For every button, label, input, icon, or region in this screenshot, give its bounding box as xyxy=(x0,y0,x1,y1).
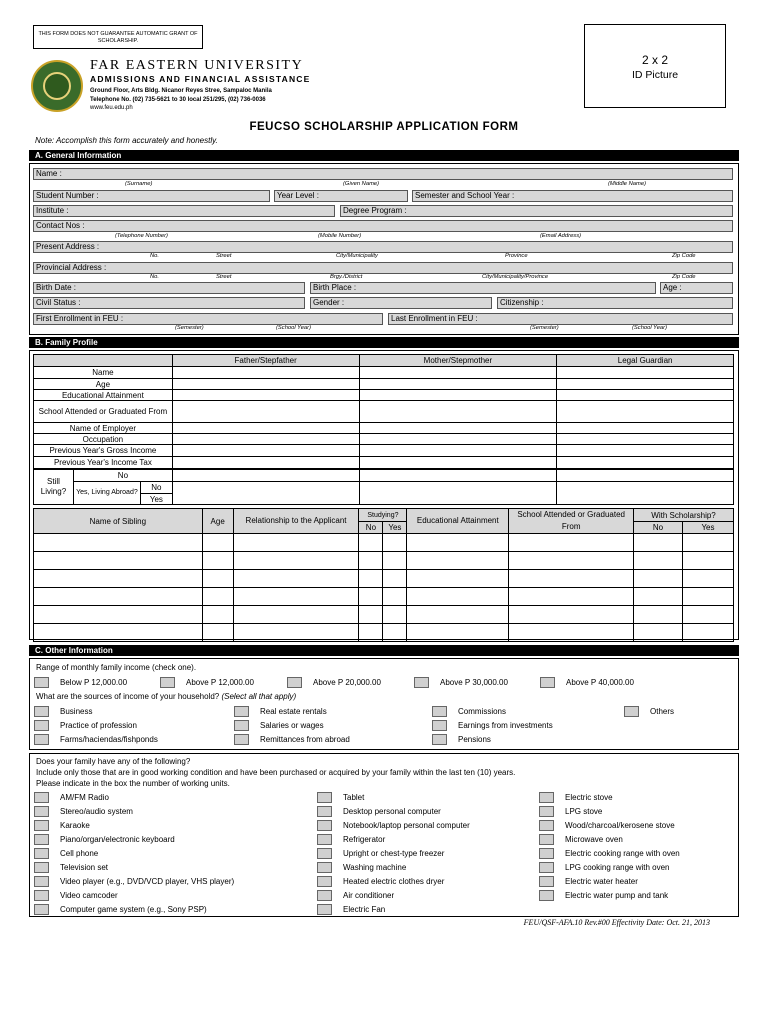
source-option: Others xyxy=(650,707,675,716)
table-cell[interactable] xyxy=(557,423,734,434)
table-cell[interactable] xyxy=(407,534,509,552)
table-cell[interactable] xyxy=(407,570,509,588)
table-cell[interactable] xyxy=(383,534,407,552)
table-cell[interactable] xyxy=(634,606,683,624)
table-cell[interactable] xyxy=(172,401,359,423)
item-label: Electric water pump and tank xyxy=(565,891,669,900)
student-number-field[interactable]: Student Number : xyxy=(33,190,270,202)
table-cell[interactable] xyxy=(359,534,383,552)
relationship-header: Relationship to the Applicant xyxy=(233,509,359,534)
department-name: ADMISSIONS AND FINANCIAL ASSISTANCE xyxy=(90,74,311,84)
item-label: Piano/organ/electronic keyboard xyxy=(60,835,175,844)
source-option: Farms/haciendas/fishponds xyxy=(60,735,158,744)
table-cell[interactable] xyxy=(34,624,203,642)
mobile-caption: (Mobile Number) xyxy=(318,233,362,239)
item-count-box[interactable] xyxy=(34,890,49,901)
id-picture-box xyxy=(584,24,726,108)
yes-option: Yes xyxy=(140,494,172,505)
item-count-box[interactable] xyxy=(317,820,332,831)
income-option: Below P 12,000.00 xyxy=(60,678,128,687)
item-label: LPG cooking range with oven xyxy=(565,863,670,872)
item-count-box[interactable] xyxy=(317,890,332,901)
sibling-row xyxy=(34,588,734,606)
income-option: Above P 12,000.00 xyxy=(186,678,254,687)
table-cell[interactable] xyxy=(509,570,634,588)
sibling-row xyxy=(34,552,734,570)
item-label: Upright or chest-type freezer xyxy=(343,849,445,858)
degree-program-field[interactable]: Degree Program : xyxy=(340,205,733,217)
table-cell[interactable] xyxy=(557,445,734,457)
item-count-box[interactable] xyxy=(34,848,49,859)
given-caption: (Given Name) xyxy=(343,181,380,187)
source-checkbox[interactable] xyxy=(432,720,447,731)
school-year-caption: (School Year) xyxy=(632,325,668,331)
contact-field[interactable]: Contact Nos : xyxy=(33,220,733,232)
table-cell[interactable] xyxy=(359,552,383,570)
table-cell[interactable] xyxy=(383,552,407,570)
source-option: Salaries or wages xyxy=(260,721,324,730)
email-caption: (Email Address) xyxy=(540,233,582,239)
item-count-box[interactable] xyxy=(317,876,332,887)
name-field[interactable]: Name : xyxy=(33,168,733,180)
table-cell[interactable] xyxy=(233,552,359,570)
items-instruction-units: Please indicate in the box the number of working units. xyxy=(36,779,230,788)
parents-table xyxy=(33,354,734,469)
table-cell[interactable] xyxy=(34,552,203,570)
source-checkbox[interactable] xyxy=(34,720,49,731)
scholarship-no: No xyxy=(634,522,683,534)
row-label: School Attended or Graduated From xyxy=(34,401,173,423)
item-label: Electric cooking range with oven xyxy=(565,849,680,858)
section-c-header: C. Other Information xyxy=(29,645,739,656)
item-label: Video player (e.g., DVD/VCD player, VHS player) xyxy=(60,877,235,886)
income-option: Above P 40,000.00 xyxy=(566,678,634,687)
sibling-row xyxy=(34,534,734,552)
table-cell[interactable] xyxy=(634,588,683,606)
income-checkbox[interactable] xyxy=(540,677,555,688)
item-count-box[interactable] xyxy=(34,820,49,831)
item-label: Notebook/laptop personal computer xyxy=(343,821,470,830)
table-cell[interactable] xyxy=(407,624,509,642)
items-panel xyxy=(29,753,739,917)
table-cell[interactable] xyxy=(682,624,733,642)
provincial-address-field[interactable]: Provincial Address : xyxy=(33,262,733,274)
studying-yes: Yes xyxy=(383,522,407,534)
disclaimer-box xyxy=(33,25,203,49)
province-caption: Province xyxy=(505,253,528,259)
item-label: Electric stove xyxy=(565,793,613,802)
sources-question-hint: (Select all that apply) xyxy=(221,692,297,701)
item-label: Stereo/audio system xyxy=(60,807,133,816)
item-count-box[interactable] xyxy=(539,876,554,887)
table-cell[interactable] xyxy=(233,606,359,624)
year-level-field[interactable]: Year Level : xyxy=(274,190,408,202)
table-cell[interactable] xyxy=(359,434,557,445)
item-count-box[interactable] xyxy=(34,834,49,845)
source-option: Pensions xyxy=(458,735,491,744)
id-label: ID Picture xyxy=(631,69,679,81)
table-cell[interactable] xyxy=(34,570,203,588)
civil-status-field[interactable]: Civil Status : xyxy=(33,297,305,309)
institute-field[interactable]: Institute : xyxy=(33,205,335,217)
city-caption: City/Municipality xyxy=(336,253,378,259)
id-size: 2 x 2 xyxy=(641,53,668,67)
row-label: Educational Attainment xyxy=(34,390,173,401)
table-cell[interactable] xyxy=(233,588,359,606)
row-label: Age xyxy=(34,379,173,390)
table-cell[interactable] xyxy=(557,470,734,482)
income-checkbox[interactable] xyxy=(160,677,175,688)
table-cell[interactable] xyxy=(34,588,203,606)
last-enrollment-field[interactable]: Last Enrollment in FEU : xyxy=(388,313,733,325)
sibling-row xyxy=(34,624,734,642)
telephone-caption: (Telephone Number) xyxy=(115,233,168,239)
source-option: Commissions xyxy=(458,707,507,716)
scholarship-yes: Yes xyxy=(682,522,733,534)
table-cell[interactable] xyxy=(359,482,557,505)
citizenship-field[interactable]: Citizenship : xyxy=(497,297,733,309)
item-count-box[interactable] xyxy=(539,890,554,901)
income-panel xyxy=(29,658,739,750)
source-option: Remittances from abroad xyxy=(260,735,350,744)
no-option: No xyxy=(73,470,172,482)
item-label: Television set xyxy=(60,863,109,872)
item-label: Heated electric clothes dryer xyxy=(343,877,445,886)
table-cell[interactable] xyxy=(233,570,359,588)
items-instruction: Include only those that are in good working condition and have been purchased or acquired by your family within the last ten (10) years. xyxy=(36,768,516,777)
section-a-panel xyxy=(29,163,739,335)
item-label: Karaoke xyxy=(60,821,90,830)
table-cell[interactable] xyxy=(634,552,683,570)
item-count-box[interactable] xyxy=(34,904,49,915)
table-cell[interactable] xyxy=(34,606,203,624)
education-header: Educational Attainment xyxy=(407,509,509,534)
sibling-row xyxy=(34,606,734,624)
item-count-box[interactable] xyxy=(34,876,49,887)
row-label: Previous Year's Income Tax xyxy=(34,457,173,469)
table-cell[interactable] xyxy=(383,570,407,588)
table-cell[interactable] xyxy=(359,423,557,434)
with-scholarship-header: With Scholarship? xyxy=(634,509,734,522)
table-cell[interactable] xyxy=(407,552,509,570)
source-checkbox[interactable] xyxy=(432,706,447,717)
source-checkbox[interactable] xyxy=(34,706,49,717)
item-count-box[interactable] xyxy=(539,848,554,859)
table-cell[interactable] xyxy=(359,445,557,457)
street-caption: Street xyxy=(216,253,232,259)
source-checkbox[interactable] xyxy=(624,706,639,717)
item-label: Washing machine xyxy=(343,863,407,872)
source-checkbox[interactable] xyxy=(234,720,249,731)
table-cell[interactable] xyxy=(359,367,557,379)
table-cell[interactable] xyxy=(557,367,734,379)
row-label: Name xyxy=(34,367,173,379)
items-question: Does your family have any of the following? xyxy=(36,757,191,766)
yes-abroad-label: Yes, Living Abroad? xyxy=(73,482,140,505)
table-cell[interactable] xyxy=(34,534,203,552)
table-cell[interactable] xyxy=(202,552,233,570)
item-label: Electric water heater xyxy=(565,877,638,886)
first-enrollment-field[interactable]: First Enrollment in FEU : xyxy=(33,313,383,325)
table-cell[interactable] xyxy=(202,534,233,552)
table-cell[interactable] xyxy=(557,401,734,423)
telephone-line: Telephone No. (02) 735-5621 to 30 local 251/295, (02) 736-0036 xyxy=(90,96,266,103)
form-title: FEUCSO SCHOLARSHIP APPLICATION FORM xyxy=(249,121,519,133)
item-count-box[interactable] xyxy=(317,862,332,873)
table-cell[interactable] xyxy=(359,624,383,642)
still-living-label: Still Living? xyxy=(34,470,74,505)
table-cell[interactable] xyxy=(172,434,359,445)
table-cell[interactable] xyxy=(359,457,557,469)
row-label: Name of Employer xyxy=(34,423,173,434)
gender-field[interactable]: Gender : xyxy=(310,297,492,309)
item-count-box[interactable] xyxy=(317,806,332,817)
studying-no: No xyxy=(359,522,383,534)
source-checkbox[interactable] xyxy=(34,734,49,745)
guardian-header: Legal Guardian xyxy=(557,355,734,367)
table-cell[interactable] xyxy=(202,588,233,606)
birth-date-field[interactable]: Birth Date : xyxy=(33,282,305,294)
sibling-age-header: Age xyxy=(202,509,233,534)
zip-caption: Zip Code xyxy=(672,274,696,280)
item-label: Wood/charcoal/kerosene stove xyxy=(565,821,675,830)
table-cell[interactable] xyxy=(172,423,359,434)
disclaimer-text: THIS FORM DOES NOT GUARANTEE AUTOMATIC GRANT OF SCHOLARSHIP. xyxy=(38,31,198,44)
item-count-box[interactable] xyxy=(317,848,332,859)
middle-caption: (Middle Name) xyxy=(608,181,647,187)
table-cell[interactable] xyxy=(359,401,557,423)
table-cell[interactable] xyxy=(557,482,734,505)
item-label: LPG stove xyxy=(565,807,603,816)
no-option: No xyxy=(140,482,172,494)
semester-caption: (Semester) xyxy=(530,325,559,331)
table-cell[interactable] xyxy=(557,434,734,445)
income-checkbox[interactable] xyxy=(34,677,49,688)
father-header: Father/Stepfather xyxy=(172,355,359,367)
semester-school-year-field[interactable]: Semester and School Year : xyxy=(412,190,733,202)
table-cell[interactable] xyxy=(557,457,734,469)
item-count-box[interactable] xyxy=(539,862,554,873)
source-checkbox[interactable] xyxy=(234,734,249,745)
no-caption: No. xyxy=(150,274,160,280)
item-label: Refrigerator xyxy=(343,835,386,844)
item-count-box[interactable] xyxy=(34,862,49,873)
item-count-box[interactable] xyxy=(34,806,49,817)
school-year-caption: (School Year) xyxy=(276,325,312,331)
item-count-box[interactable] xyxy=(539,820,554,831)
table-cell[interactable] xyxy=(202,570,233,588)
source-checkbox[interactable] xyxy=(234,706,249,717)
table-cell[interactable] xyxy=(383,588,407,606)
sources-question xyxy=(36,692,296,701)
source-option: Real estate rentals xyxy=(260,707,327,716)
still-living-table xyxy=(33,469,734,505)
sibling-name-header: Name of Sibling xyxy=(34,509,203,534)
address-line: Ground Floor, Arts Bldg. Nicanor Reyes Stree, Sampaloc Manila xyxy=(90,88,272,94)
item-count-box[interactable] xyxy=(317,904,332,915)
table-cell[interactable] xyxy=(172,457,359,469)
form-note: Note: Accomplish this form accurately and honestly. xyxy=(35,136,218,145)
table-cell[interactable] xyxy=(172,482,359,505)
present-address-field[interactable]: Present Address : xyxy=(33,241,733,253)
table-cell[interactable] xyxy=(359,588,383,606)
table-cell[interactable] xyxy=(202,624,233,642)
table-cell[interactable] xyxy=(383,606,407,624)
table-cell[interactable] xyxy=(682,588,733,606)
table-cell[interactable] xyxy=(233,624,359,642)
table-cell[interactable] xyxy=(202,606,233,624)
address-block xyxy=(90,87,272,113)
item-label: Desktop personal computer xyxy=(343,807,441,816)
table-cell[interactable] xyxy=(359,470,557,482)
table-cell[interactable] xyxy=(172,445,359,457)
source-option: Business xyxy=(60,707,93,716)
item-label: Microwave oven xyxy=(565,835,623,844)
table-cell[interactable] xyxy=(682,570,733,588)
item-label: AM/FM Radio xyxy=(60,793,109,802)
table-cell[interactable] xyxy=(509,534,634,552)
income-option: Above P 20,000.00 xyxy=(313,678,381,687)
street-caption: Street xyxy=(216,274,232,280)
table-cell[interactable] xyxy=(407,588,509,606)
table-cell[interactable] xyxy=(557,379,734,390)
age-field[interactable]: Age : xyxy=(660,282,733,294)
semester-caption: (Semester) xyxy=(175,325,204,331)
blank-header xyxy=(34,355,173,367)
sources-question-text: What are the sources of income of your household? xyxy=(36,692,220,701)
brgy-caption: Brgy./District xyxy=(330,274,363,280)
table-cell[interactable] xyxy=(233,534,359,552)
siblings-table xyxy=(33,508,734,642)
item-label: Electric Fan xyxy=(343,905,386,914)
table-cell[interactable] xyxy=(682,606,733,624)
website-line: www.feu.edu.ph xyxy=(90,105,133,112)
table-cell[interactable] xyxy=(509,588,634,606)
sibling-row xyxy=(34,570,734,588)
table-cell[interactable] xyxy=(634,624,683,642)
income-question: Range of monthly family income (check one). xyxy=(36,663,197,672)
item-count-box[interactable] xyxy=(539,792,554,803)
item-count-box[interactable] xyxy=(317,792,332,803)
school-header: School Attended or Graduated From xyxy=(509,509,634,534)
table-cell[interactable] xyxy=(359,606,383,624)
item-label: Cell phone xyxy=(60,849,99,858)
income-checkbox[interactable] xyxy=(414,677,429,688)
table-cell[interactable] xyxy=(172,367,359,379)
table-cell[interactable] xyxy=(407,606,509,624)
university-seal-icon xyxy=(31,60,83,112)
income-option: Above P 30,000.00 xyxy=(440,678,508,687)
item-label: Video camcoder xyxy=(60,891,118,900)
table-cell[interactable] xyxy=(383,624,407,642)
zip-caption: Zip Code xyxy=(672,253,696,259)
no-caption: No. xyxy=(150,253,160,259)
table-cell[interactable] xyxy=(682,552,733,570)
table-cell[interactable] xyxy=(359,379,557,390)
item-count-box[interactable] xyxy=(317,834,332,845)
studying-header: Studying? xyxy=(359,509,407,522)
university-name: FAR EASTERN UNIVERSITY xyxy=(90,58,304,73)
table-cell[interactable] xyxy=(509,552,634,570)
row-label: Previous Year's Gross Income xyxy=(34,445,173,457)
item-count-box[interactable] xyxy=(539,806,554,817)
table-cell[interactable] xyxy=(557,390,734,401)
surname-caption: (Surname) xyxy=(125,181,153,187)
city-province-caption: City/Municipality/Province xyxy=(482,274,549,280)
source-option: Practice of profession xyxy=(60,721,137,730)
mother-header: Mother/Stepmother xyxy=(359,355,557,367)
source-option: Earnings from investments xyxy=(458,721,553,730)
birth-place-field[interactable]: Birth Place : xyxy=(310,282,656,294)
section-a-header: A. General Information xyxy=(29,150,739,161)
table-cell[interactable] xyxy=(634,570,683,588)
item-label: Computer game system (e.g., Sony PSP) xyxy=(60,905,207,914)
table-cell[interactable] xyxy=(172,470,359,482)
table-cell[interactable] xyxy=(172,379,359,390)
income-checkbox[interactable] xyxy=(287,677,302,688)
item-count-box[interactable] xyxy=(539,834,554,845)
row-label: Occupation xyxy=(34,434,173,445)
table-cell[interactable] xyxy=(359,390,557,401)
section-b-header: B. Family Profile xyxy=(29,337,739,348)
table-cell[interactable] xyxy=(509,624,634,642)
source-checkbox[interactable] xyxy=(432,734,447,745)
table-cell[interactable] xyxy=(509,606,634,624)
table-cell[interactable] xyxy=(682,534,733,552)
item-label: Air conditioner xyxy=(343,891,395,900)
table-cell[interactable] xyxy=(634,534,683,552)
item-label: Tablet xyxy=(343,793,365,802)
table-cell[interactable] xyxy=(359,570,383,588)
table-cell[interactable] xyxy=(172,390,359,401)
form-footer: FEU/QSF-AFA.10 Rev.#00 Effectivity Date: Oct. 21, 2013 xyxy=(523,918,710,927)
item-count-box[interactable] xyxy=(34,792,49,803)
